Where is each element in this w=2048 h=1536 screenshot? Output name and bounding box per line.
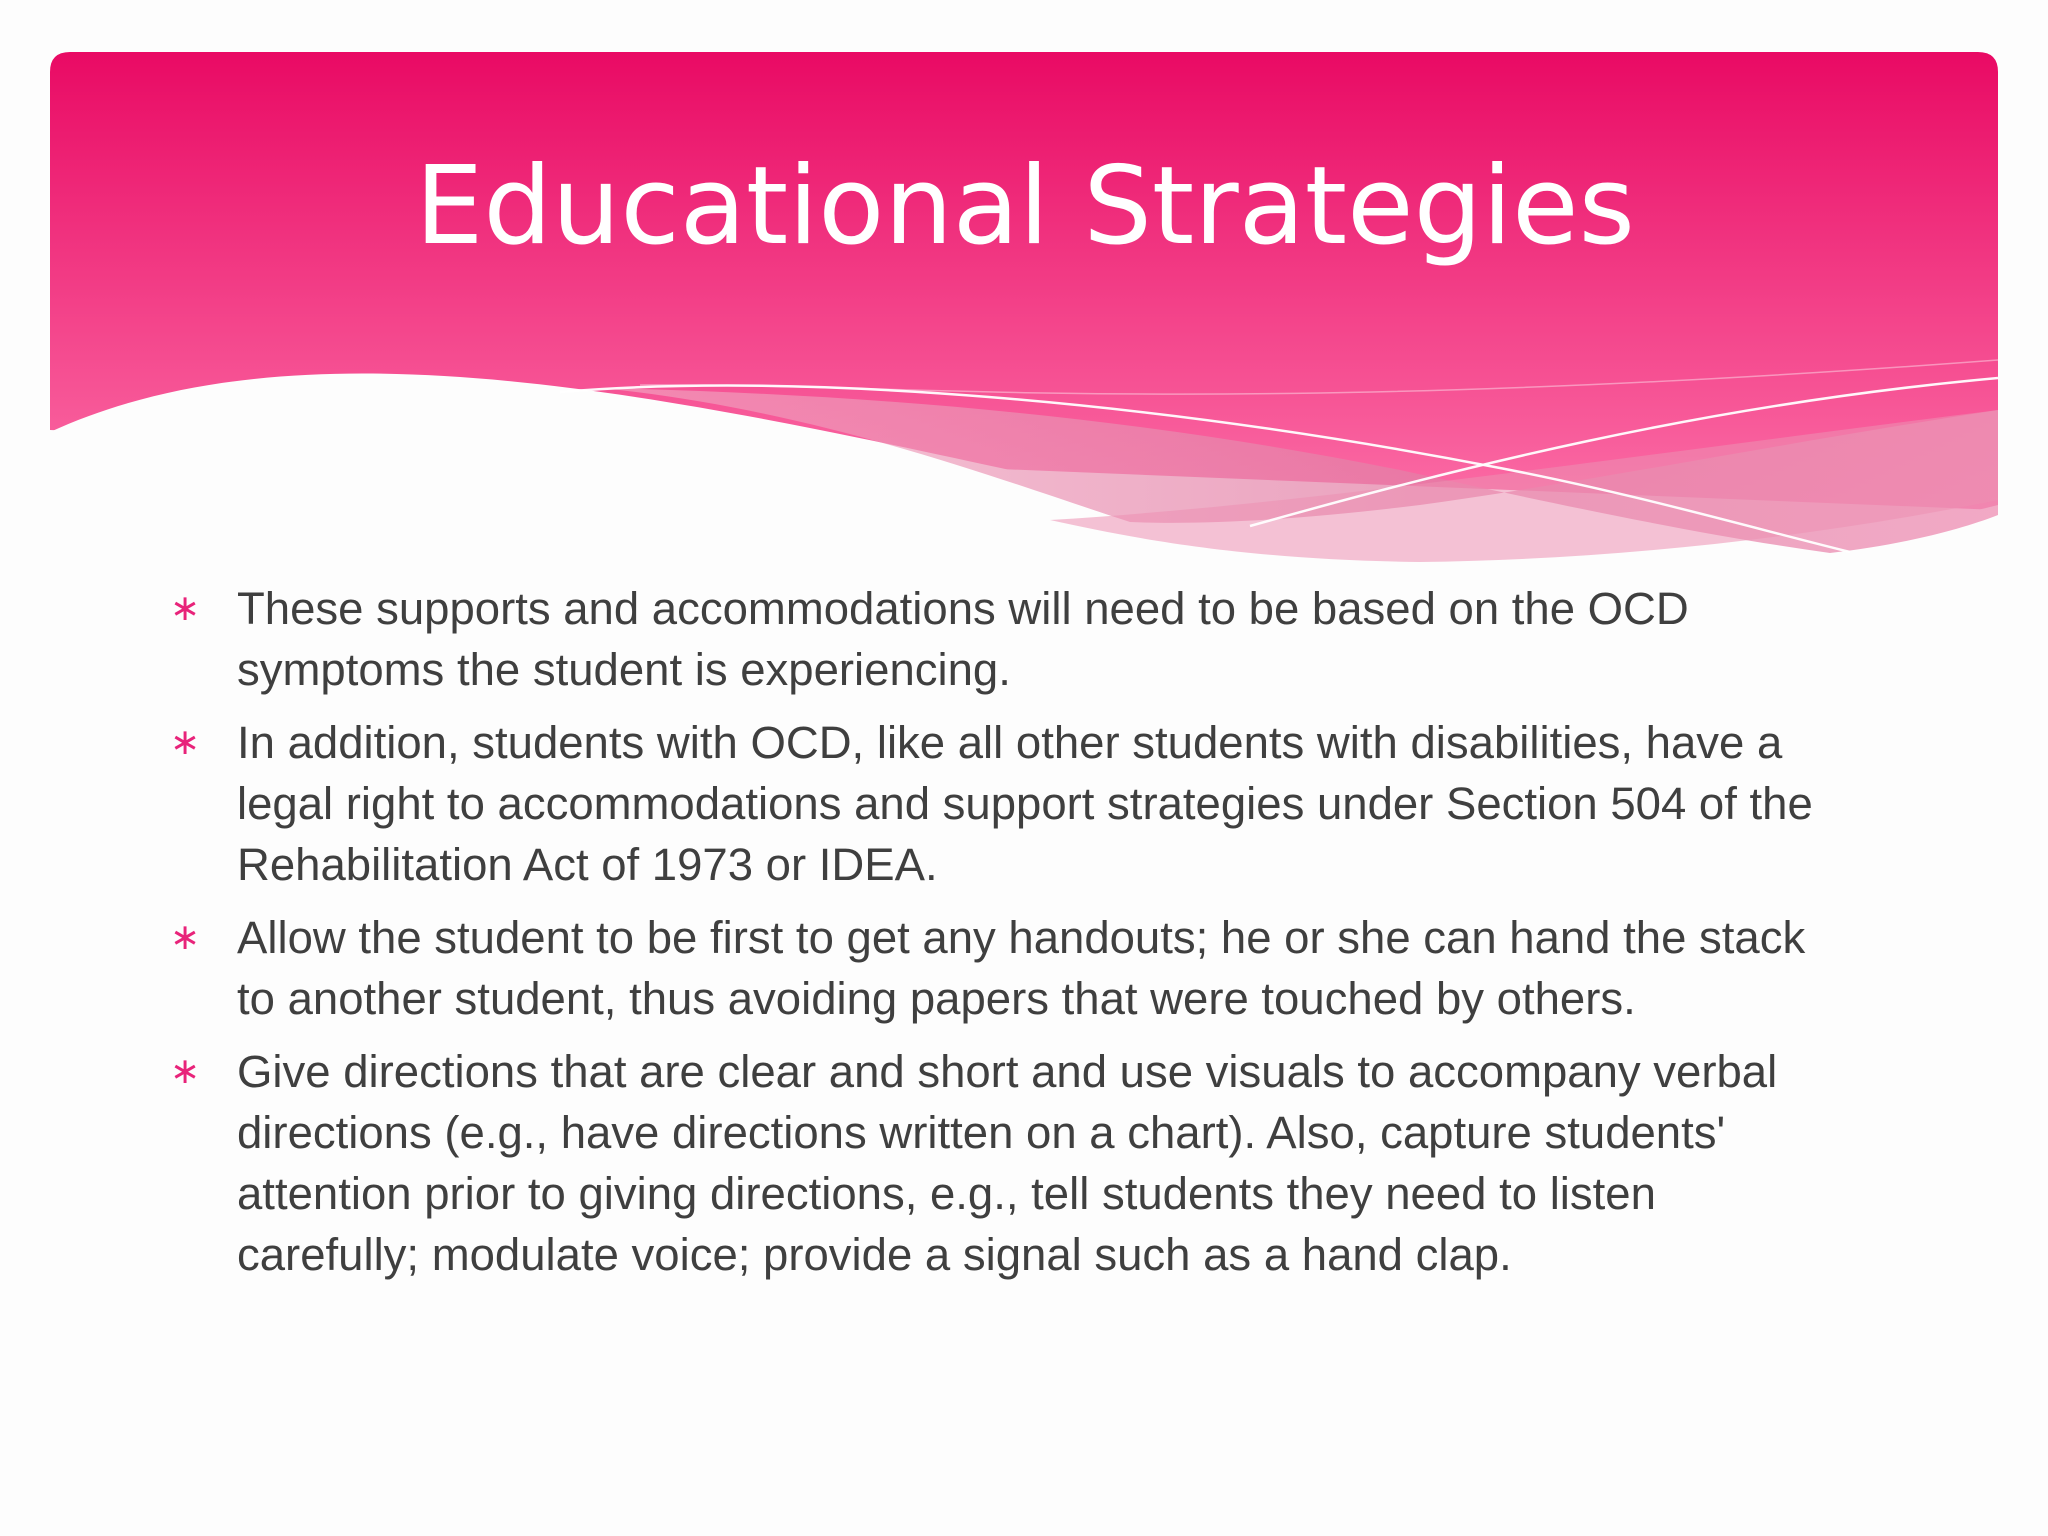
bullet-text: Give directions that are clear and short and use visuals to accompany verbal directions (e.g., have directions written on a chart). Also, capture students' attention prior to giving directions, e.g., tell students they need to listen carefully; modulate voice; provide a signal such as a hand clap. <box>237 1046 1778 1280</box>
bullet-item <box>170 712 1830 895</box>
asterisk-bullet-icon: ∗ <box>170 722 201 763</box>
slide-title: Educational Strategies <box>415 144 1635 269</box>
bullet-text: Allow the student to be first to get any handouts; he or she can hand the stack to another student, thus avoiding papers that were touched by others. <box>237 912 1806 1024</box>
header-wave-background <box>0 0 2048 600</box>
asterisk-bullet-icon: ∗ <box>170 1051 201 1092</box>
asterisk-bullet-icon: ∗ <box>170 917 201 958</box>
bullet-text: In addition, students with OCD, like all other students with disabilities, have a legal right to accommodations and support strategies under Section 504 of the Rehabilitation Act of 1973 or IDEA. <box>237 717 1813 890</box>
bullet-item <box>170 907 1830 1029</box>
bullet-text: These supports and accommodations will need to be based on the OCD symptoms the student is experiencing. <box>237 583 1689 695</box>
bullet-item <box>170 578 1830 700</box>
bullet-list <box>170 578 1830 1297</box>
asterisk-bullet-icon: ∗ <box>170 588 201 629</box>
bullet-item <box>170 1041 1830 1285</box>
